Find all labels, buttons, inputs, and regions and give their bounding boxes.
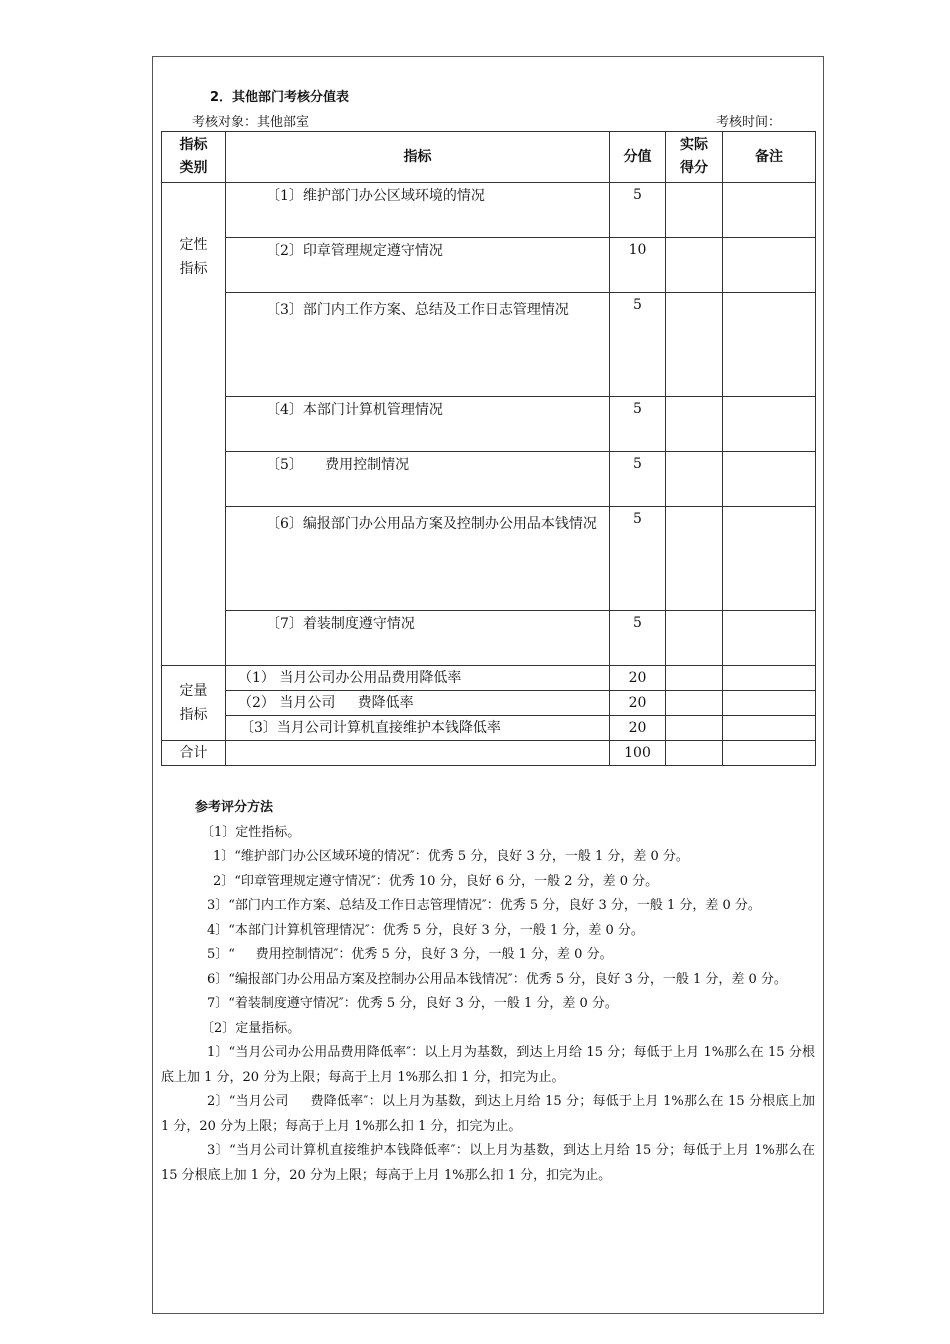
table-row (162, 691, 816, 716)
scoring-method (161, 796, 820, 1188)
score-cell: 10 (610, 238, 666, 293)
indicator-cell: 〔3〕当月公司计算机直接维护本钱降低率 (226, 716, 610, 741)
score-cell: 5 (610, 293, 666, 397)
remark-cell[interactable] (723, 666, 816, 691)
indicator-cell (226, 293, 610, 397)
qualitative-item: 2〕“印章管理规定遵守情况″：优秀 10 分，良好 6 分，一般 2 分，差 0 分。 (213, 873, 659, 889)
indicator-cell: 〔5〕 费用控制情况 (226, 452, 610, 507)
score-cell: 20 (610, 716, 666, 741)
table-row (162, 507, 816, 611)
actual-cell[interactable] (666, 716, 723, 741)
actual-cell[interactable] (666, 507, 723, 611)
indicator-cell: 〔1〕维护部门办公区域环境的情况 (226, 183, 610, 238)
category-quantitative (162, 666, 226, 741)
category-qualitative (162, 183, 226, 666)
total-score: 100 (610, 741, 666, 766)
qualitative-item: 4〕“本部门计算机管理情况″：优秀 5 分，良好 3 分，一般 1 分，差 0 分。 (207, 922, 644, 938)
section-title: 2．其他部门考核分值表 (210, 90, 350, 105)
total-row (162, 741, 816, 766)
quantitative-item: 2〕“当月公司 费降低率″：以上月为基数，到达上月给 15 分；每低于上月 1%那么在 15 分根底上加 1 分，20 分为上限；每高于上月 1%那么扣 1 分，扣完为止。 (161, 1094, 820, 1134)
score-table (161, 131, 816, 766)
actual-cell[interactable] (666, 666, 723, 691)
quantitative-item: 1〕“当月公司办公用品费用降低率″：以上月为基数，到达上月给 15 分；每低于上月 1%那么在 15 分根底上加 1 分，20 分为上限；每高于上月 1%那么扣 1 分，扣完为止。 (161, 1045, 815, 1085)
actual-cell[interactable] (666, 183, 723, 238)
indicator-cell: 〔7〕着装制度遵守情况 (226, 611, 610, 666)
category-label: 定性指标 (179, 237, 208, 277)
remark-cell[interactable] (723, 183, 816, 238)
header-category: 指标类别 (162, 132, 226, 183)
category-label: 定量指标 (179, 683, 208, 723)
qualitative-heading: 〔1〕定性指标。 (201, 824, 301, 840)
actual-cell[interactable] (666, 238, 723, 293)
header-score: 分值 (610, 132, 666, 183)
table-row (162, 611, 816, 666)
qualitative-item: 7〕“着装制度遵守情况″：优秀 5 分，良好 3 分，一般 1 分，差 0 分。 (207, 996, 618, 1011)
actual-cell[interactable] (666, 452, 723, 507)
quantitative-heading: 〔2〕定量指标。 (201, 1020, 301, 1036)
score-cell: 5 (610, 611, 666, 666)
score-cell: 20 (610, 666, 666, 691)
table-row (162, 716, 816, 741)
quantitative-item: 3〕“当月公司计算机直接维护本钱降低率″：以上月为基数，到达上月给 15 分；每低于上月 1%那么在 15 分根底上加 1 分，20 分为上限；每高于上月 1%那么扣 1 分，扣完为止。 (161, 1143, 815, 1183)
indicator-cell: （1） 当月公司办公用品费用降低率 (226, 666, 610, 691)
table-row (162, 397, 816, 452)
qualitative-item: 1〕“维护部门办公区域环境的情况″：优秀 5 分，良好 3 分，一般 1 分，差 0 分。 (213, 849, 689, 864)
actual-cell[interactable] (666, 293, 723, 397)
total-label: 合计 (162, 741, 226, 766)
score-cell: 5 (610, 452, 666, 507)
actual-cell[interactable] (666, 397, 723, 452)
remark-cell[interactable] (723, 238, 816, 293)
indicator-cell: 〔4〕本部门计算机管理情况 (226, 397, 610, 452)
indicator-cell: 〔2〕印章管理规定遵守情况 (226, 238, 610, 293)
score-cell: 5 (610, 397, 666, 452)
remark-cell[interactable] (723, 507, 816, 611)
qualitative-item: 5〕“ 费用控制情况″：优秀 5 分，良好 3 分，一般 1 分，差 0 分。 (207, 947, 613, 962)
indicator-text: 〔6〕编报部门办公用品方案及控制办公用品本钱情况 (266, 516, 597, 532)
table-row (162, 183, 816, 238)
remark-cell[interactable] (723, 293, 816, 397)
score-cell: 5 (610, 183, 666, 238)
score-cell: 20 (610, 691, 666, 716)
remark-cell[interactable] (723, 611, 816, 666)
total-indicator-cell (226, 741, 610, 766)
score-cell: 5 (610, 507, 666, 611)
actual-cell[interactable] (666, 611, 723, 666)
indicator-cell: （2） 当月公司 费降低率 (226, 691, 610, 716)
qualitative-item: 6〕“编报部门办公用品方案及控制办公用品本钱情况″：优秀 5 分，良好 3 分，一般 1 分，差 0 分。 (207, 971, 787, 987)
qualitative-item: 3〕“部门内工作方案、总结及工作日志管理情况″：优秀 5 分，良好 3 分，一般 1 分，差 0 分。 (207, 898, 761, 913)
actual-cell[interactable] (666, 741, 723, 766)
remark-cell[interactable] (723, 716, 816, 741)
header-actual: 实际得分 (666, 132, 723, 183)
indicator-cell (226, 507, 610, 611)
header-remark: 备注 (723, 132, 816, 183)
header-indicator: 指标 (226, 132, 610, 183)
remark-cell[interactable] (723, 452, 816, 507)
table-row (162, 293, 816, 397)
assessment-time: 考核时间： (716, 115, 782, 130)
table-row (162, 666, 816, 691)
table-header-row (162, 132, 816, 183)
actual-cell[interactable] (666, 691, 723, 716)
remark-cell[interactable] (723, 741, 816, 766)
method-title: 参考评分方法 (195, 800, 274, 815)
indicator-text: 〔3〕部门内工作方案、总结及工作日志管理情况 (266, 302, 569, 318)
assessment-target: 考核对象：其他部室 (192, 115, 310, 130)
remark-cell[interactable] (723, 397, 816, 452)
remark-cell[interactable] (723, 691, 816, 716)
